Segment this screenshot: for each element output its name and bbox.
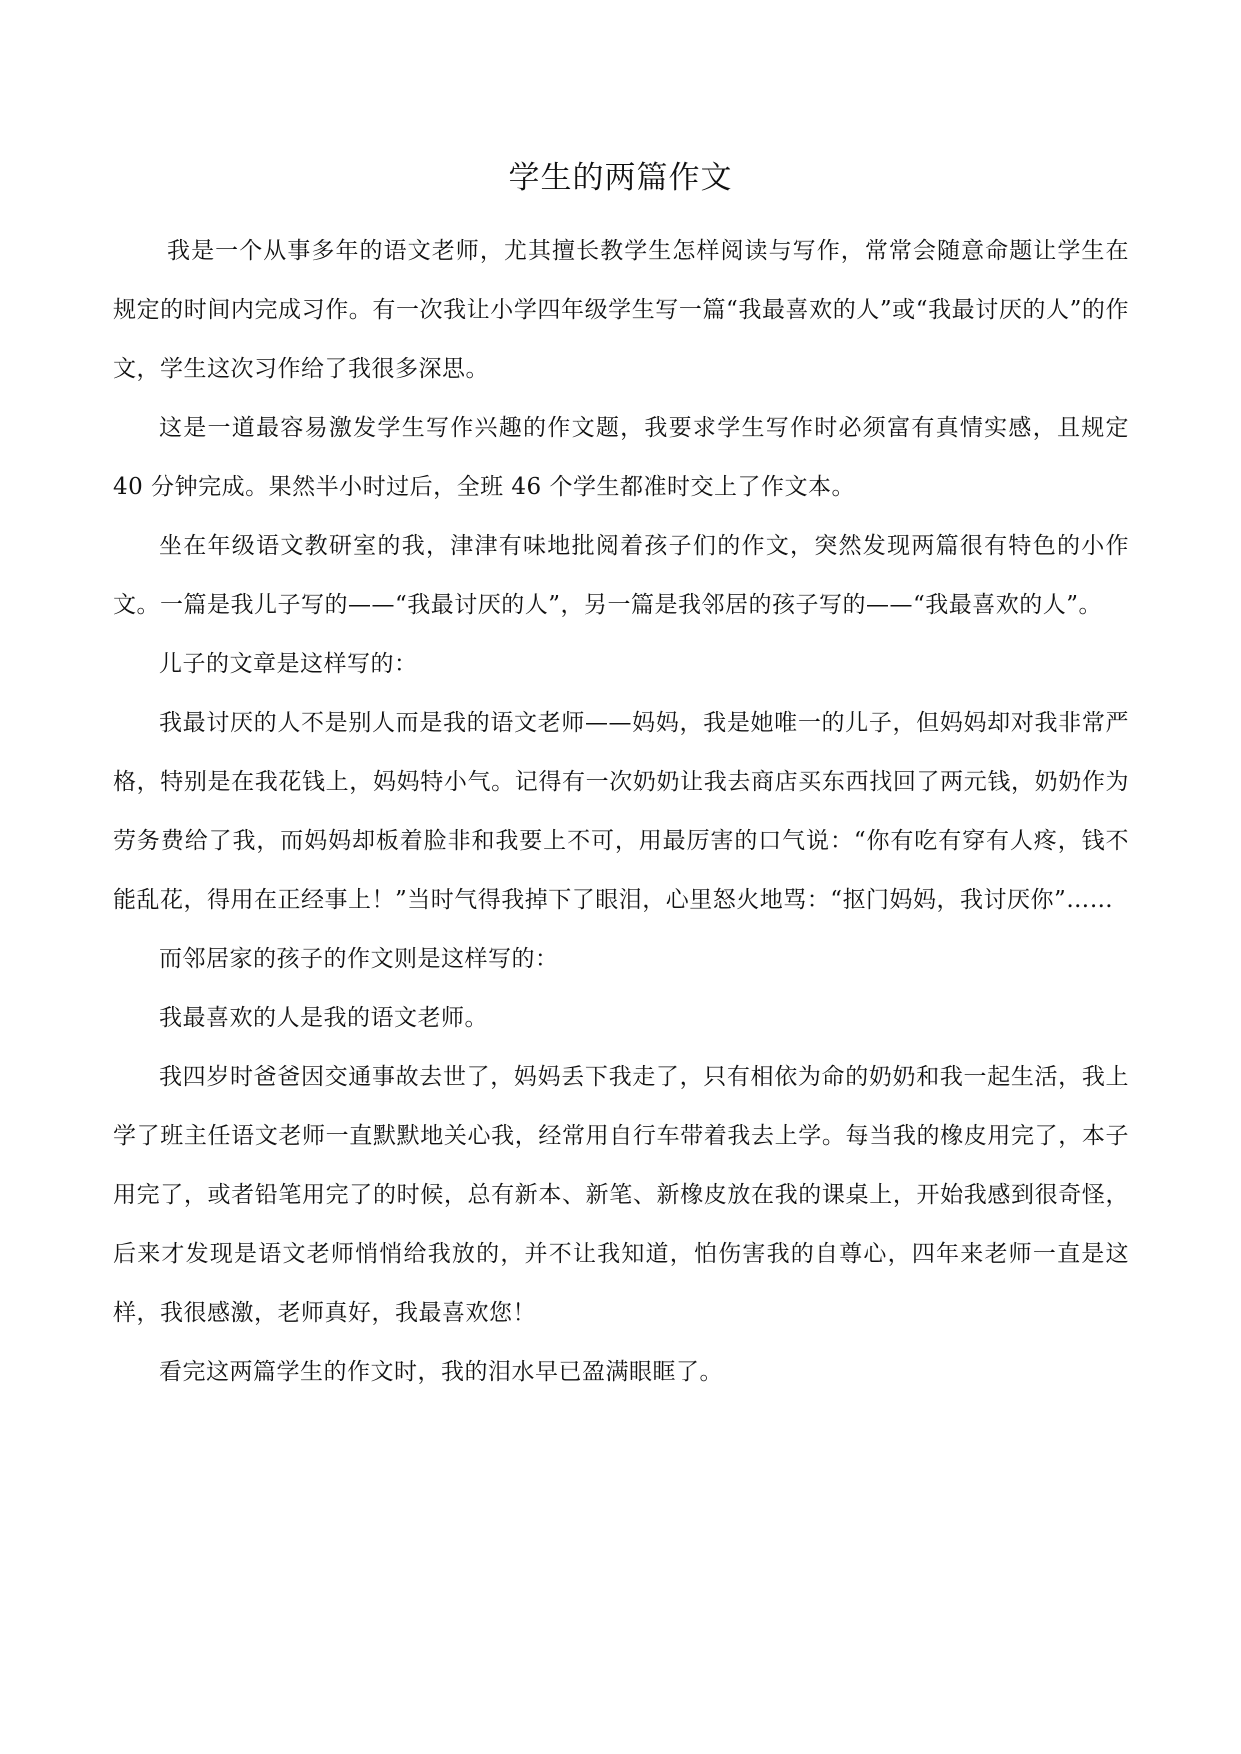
document-body [113,222,1129,1402]
paragraph-neighbor-opening: 我最喜欢的人是我的语文老师。 [159,1005,488,1031]
paragraph-neighbor-essay: 我四岁时爸爸因交通事故去世了，妈妈丢下我走了，只有相依为命的奶奶和我一起生活，我上学了班主任语文老师一直默默地关心我，经常用自行车带着我去上学。每当我的橡皮用完了，本子用完了，或者铅笔用完了的时候，总有新本、新笔、新橡皮放在我的课桌上，开始我感到很奇怪，后来才发现是语文老师悄悄给我放的，并不让我知道，怕伤害我的自尊心，四年来老师一直是这样，我很感激，老师真好，我最喜欢您！ [113,1064,1129,1326]
paragraph-discovery: 坐在年级语文教研室的我，津津有味地批阅着孩子们的作文，突然发现两篇很有特色的小作文。一篇是我儿子写的——“我最讨厌的人”，另一篇是我邻居的孩子写的——“我最喜欢的人”。 [113,533,1129,618]
document-title: 学生的两篇作文 [508,160,733,196]
paragraph-assignment: 这是一道最容易激发学生写作兴趣的作文题，我要求学生写作时必须富有真情实感，且规定 40 分钟完成。果然半小时过后，全班 46 个学生都准时交上了作文本。 [113,415,1129,500]
paragraph-son-essay: 我最讨厌的人不是别人而是我的语文老师——妈妈，我是她唯一的儿子，但妈妈却对我非常严格，特别是在我花钱上，妈妈特小气。记得有一次奶奶让我去商店买东西找回了两元钱，奶奶作为劳务费给了我，而妈妈却板着脸非和我要上不可，用最厉害的口气说：“你有吃有穿有人疼，钱不能乱花，得用在正经事上！”当时气得我掉下了眼泪，心里怒火地骂：“抠门妈妈，我讨厌你”…… [113,710,1129,913]
paragraph-neighbor-intro: 而邻居家的孩子的作文则是这样写的： [159,946,559,972]
paragraph-son-intro: 儿子的文章是这样写的： [159,651,418,677]
paragraph-intro: 我是一个从事多年的语文老师，尤其擅长教学生怎样阅读与写作，常常会随意命题让学生在规定的时间内完成习作。有一次我让小学四年级学生写一篇“我最喜欢的人”或“我最讨厌的人”的作文，学生这次习作给了我很多深思。 [113,238,1129,382]
paragraph-conclusion: 看完这两篇学生的作文时，我的泪水早已盈满眼眶了。 [159,1359,723,1385]
